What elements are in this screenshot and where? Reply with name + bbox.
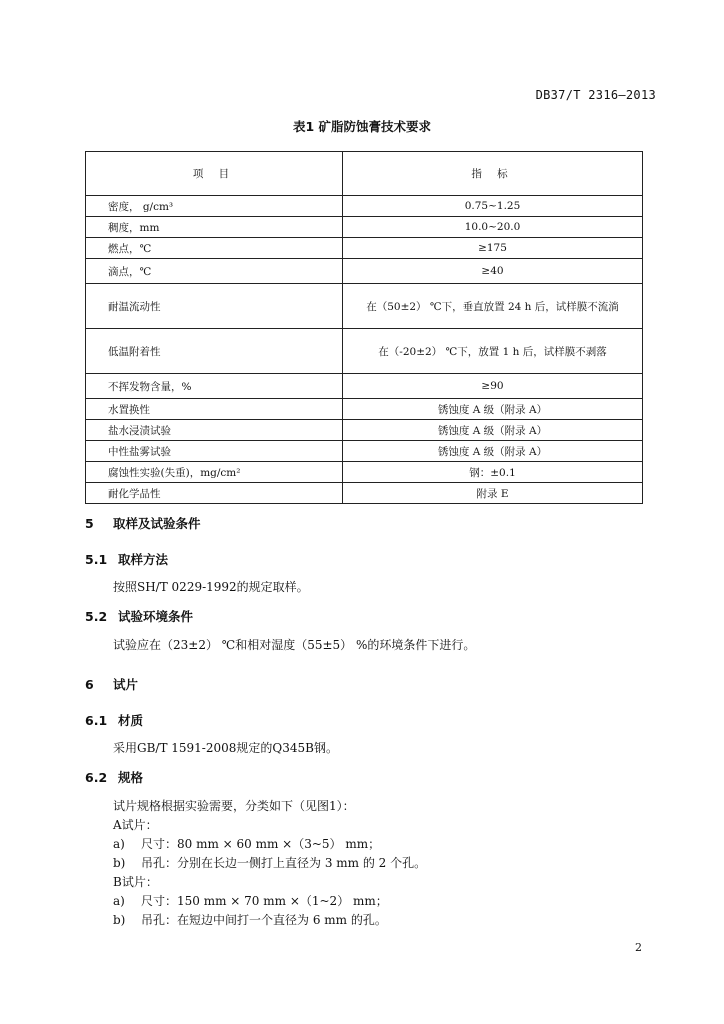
list-item [113,911,387,928]
row-value: 在（50±2） ℃下，垂直放置 24 h 后，试样膜不流淌 [343,284,643,329]
row-value: ≥175 [343,238,643,259]
list-text: 尺寸：80 mm × 60 mm ×（3~5） mm； [141,837,381,851]
list-item [113,835,380,852]
table-row [86,483,643,504]
row-value: 在（-20±2） ℃下，放置 1 h 后，试样膜不剥落 [343,329,643,374]
section-number: 5.1 [85,552,108,567]
table-row [86,399,643,420]
row-value: ≥40 [343,259,643,284]
list-text: 吊孔：在短边中间打一个直径为 6 mm 的孔。 [141,913,387,927]
section-6-2-heading [85,768,143,786]
row-item: 燃点，℃ [86,238,343,259]
section-number: 6.1 [85,713,108,728]
row-item: 不挥发物含量，% [86,374,343,399]
section-title: 材质 [118,713,144,728]
row-item: 中性盐雾试验 [86,441,343,462]
section-5-2-text: 试验应在（23±2） ℃和相对湿度（55±5） %的环境条件下进行。 [113,638,476,652]
table-header-row [86,152,643,196]
list-text: 吊孔：分别在长边一侧打上直径为 3 mm 的 2 个孔。 [141,856,427,870]
row-item: 低温附着性 [86,329,343,374]
list-item [113,854,426,871]
row-item: 密度， g/cm³ [86,196,343,217]
column-header-item: 项 目 [86,152,343,196]
row-value: 钢：±0.1 [343,462,643,483]
section-5-2-heading [85,607,193,625]
section-number: 5 [85,516,94,531]
row-value: 附录 E [343,483,643,504]
row-item: 耐温流动性 [86,284,343,329]
section-5-1-heading [85,550,168,568]
table-row [86,238,643,259]
row-value: 锈蚀度 A 级（附录 A） [343,441,643,462]
table-row [86,329,643,374]
section-number: 6 [85,677,94,692]
column-header-index: 指 标 [343,152,643,196]
table-row [86,441,643,462]
specimen-b-label: B试片： [113,875,158,889]
row-value: 锈蚀度 A 级（附录 A） [343,420,643,441]
section-title: 试验环境条件 [118,609,194,624]
section-title: 取样及试验条件 [113,516,201,531]
table-caption: 表1 矿脂防蚀膏技术要求 [292,119,432,134]
table-row [86,462,643,483]
section-6-heading [85,675,138,693]
section-5-heading [85,514,201,532]
list-marker: a) [113,894,125,908]
requirements-table [85,151,643,504]
row-item: 耐化学品性 [86,483,343,504]
section-6-1-heading [85,711,143,729]
list-item [113,892,388,909]
list-marker: b) [113,913,126,927]
section-6-1-text: 采用GB/T 1591-2008规定的Q345B钢。 [113,741,338,755]
table-row [86,196,643,217]
row-value: 锈蚀度 A 级（附录 A） [343,399,643,420]
list-marker: a) [113,837,125,851]
row-value: 0.75~1.25 [343,196,643,217]
table-row [86,284,643,329]
page-number: 2 [635,941,642,954]
section-number: 5.2 [85,609,108,624]
section-title: 试片 [113,677,139,692]
section-title: 取样方法 [118,552,169,567]
row-item: 滴点，℃ [86,259,343,284]
row-item: 盐水浸渍试验 [86,420,343,441]
section-6-2-text: 试片规格根据实验需要，分类如下（见图1）： [113,799,355,813]
table-row [86,374,643,399]
list-marker: b) [113,856,126,870]
section-title: 规格 [118,770,144,785]
table-row [86,420,643,441]
row-item: 水置换性 [86,399,343,420]
row-value: 10.0~20.0 [343,217,643,238]
row-value: ≥90 [343,374,643,399]
table-row [86,259,643,284]
table-row [86,217,643,238]
section-5-1-text: 按照SH/T 0229-1992的规定取样。 [113,580,309,594]
section-number: 6.2 [85,770,108,785]
row-item: 腐蚀性实验(失重)，mg/cm² [86,462,343,483]
row-item: 稠度，mm [86,217,343,238]
document-number: DB37/T 2316—2013 [535,88,656,102]
specimen-a-label: A试片： [113,818,158,832]
list-text: 尺寸：150 mm × 70 mm ×（1~2） mm； [141,894,388,908]
